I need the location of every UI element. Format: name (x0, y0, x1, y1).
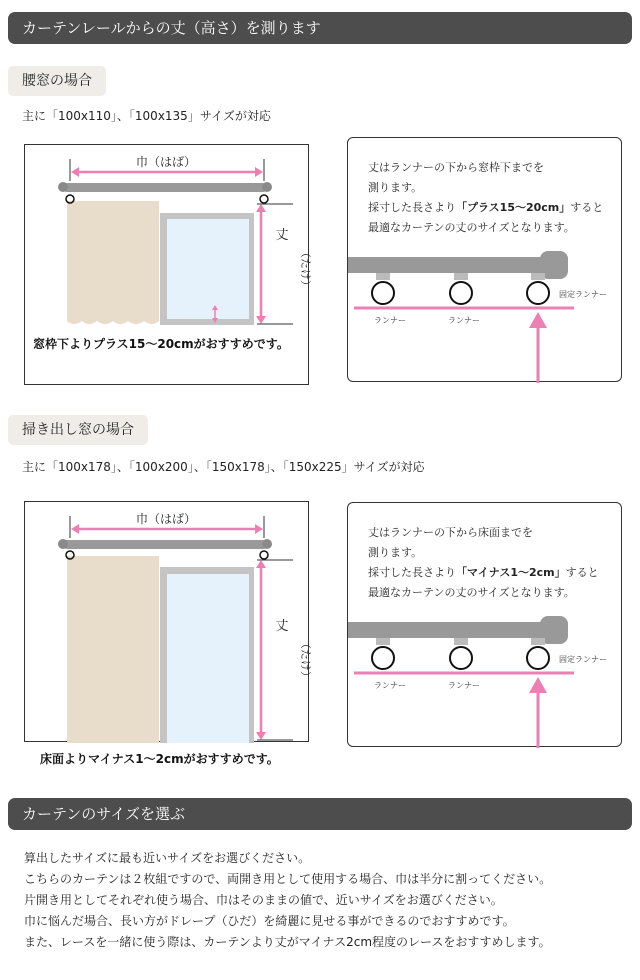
height-label: 丈 (275, 619, 289, 634)
section-header-choose-size (8, 798, 632, 830)
waist-window-caption: 窓枠下よりプラス15〜20cmがおすすめです。 (33, 337, 289, 351)
runner-ring-right (260, 551, 268, 559)
rail-section (348, 622, 558, 638)
fixed-runner (527, 647, 549, 669)
fixed-runner-label: 固定ランナー (559, 655, 607, 664)
width-arrowhead-left (71, 167, 79, 177)
desc-line-1: 丈はランナーの下から床面までを (368, 526, 533, 539)
window-glass (167, 574, 249, 743)
runner-illustration (348, 138, 623, 383)
runner-2 (450, 647, 472, 669)
desc-line-4: 最適なカーテンの丈のサイズとなります。 (368, 586, 575, 599)
measure-arrowhead (529, 677, 547, 693)
height-label: 丈 (275, 228, 289, 243)
supported-sizes-note: 主に「100x178」、「100x200」、「150x178」、「150x225」サイズが対応 (22, 460, 425, 474)
waist-runner-box (347, 137, 622, 382)
curtain (67, 201, 159, 324)
size-guide-text (24, 848, 551, 953)
guide-line-3: 片開き用としてそれぞれ使う場合、巾はそのままの値で、近いサイズをお選びください。 (24, 893, 503, 907)
section-tag-waist-window (8, 66, 106, 96)
width-arrowhead-right (255, 167, 263, 177)
height-arrowhead-bottom (256, 316, 266, 324)
desc-line-2: 測ります。 (368, 546, 423, 559)
runner-label-2: ランナー (448, 681, 480, 690)
runner-label-2: ランナー (448, 316, 480, 325)
section-header-title: カーテンレールからの丈（高さ）を測ります (22, 19, 321, 37)
desc-line-3: 採寸した長さより「マイナス1〜2cm」すると (368, 566, 599, 579)
supported-sizes-note: 主に「100x110」、「100x135」サイズが対応 (22, 109, 271, 123)
waist-window-diagram (24, 144, 312, 385)
floor-window-diagram (24, 501, 312, 742)
floor-window-illustration (25, 502, 310, 743)
rail-end-right (262, 539, 272, 549)
desc-line-3: 採寸した長さより「プラス15〜20cm」すると (368, 201, 604, 214)
desc-line-2: 測ります。 (368, 181, 423, 194)
rail-end-left (58, 539, 68, 549)
guide-line-4: 巾に悩んだ場合、長い方がドレープ（ひだ）を綺麗に見せる事ができるのでおすすめです。 (24, 914, 515, 928)
runner-1 (372, 647, 394, 669)
floor-runner-box (347, 502, 622, 747)
runner-label-1: ランナー (374, 681, 406, 690)
measure-arrowhead (529, 312, 547, 328)
rail-end-left (58, 182, 68, 192)
runner-label-1: ランナー (374, 316, 406, 325)
width-label: 巾（はば） (135, 512, 197, 526)
section-tag-label: 掃き出し窓の場合 (22, 422, 134, 438)
runner-1 (372, 282, 394, 304)
guide-line-5: また、レースを一緒に使う際は、カーテンより丈がマイナス2cm程度のレースをおすすめします。 (24, 935, 551, 949)
runner-2 (450, 282, 472, 304)
floor-window-caption: 床面よりマイナス1〜2cmがおすすめです。 (40, 752, 279, 766)
curtain (67, 556, 159, 743)
curtain-rail (63, 183, 267, 192)
rail-end-right (262, 182, 272, 192)
fixed-runner (527, 282, 549, 304)
desc-line-1: 丈はランナーの下から窓枠下までを (368, 161, 544, 174)
section-tag-floor-window (8, 415, 148, 445)
section-header-measure (8, 12, 632, 44)
runner-ring-right (260, 195, 268, 203)
guide-line-1: 算出したサイズに最も近いサイズをお選びください。 (24, 851, 311, 865)
height-arrowhead-top (256, 204, 266, 212)
fixed-runner-label: 固定ランナー (559, 290, 607, 299)
guide-line-2: こちらのカーテンは２枚組ですので、両開き用として使用する場合、巾は半分に割ってください。 (24, 872, 552, 886)
window-glass (167, 219, 249, 319)
curtain-rail (63, 540, 267, 549)
width-label: 巾（はば） (135, 155, 197, 169)
section-header-title: カーテンのサイズを選ぶ (22, 805, 186, 823)
height-label-reading: （たけ） (299, 638, 312, 682)
desc-line-4: 最適なカーテンの丈のサイズとなります。 (368, 221, 575, 234)
rail-section (348, 257, 558, 273)
height-label-reading: （たけ） (299, 247, 312, 291)
runner-illustration (348, 503, 623, 748)
section-tag-label: 腰窓の場合 (22, 73, 92, 89)
